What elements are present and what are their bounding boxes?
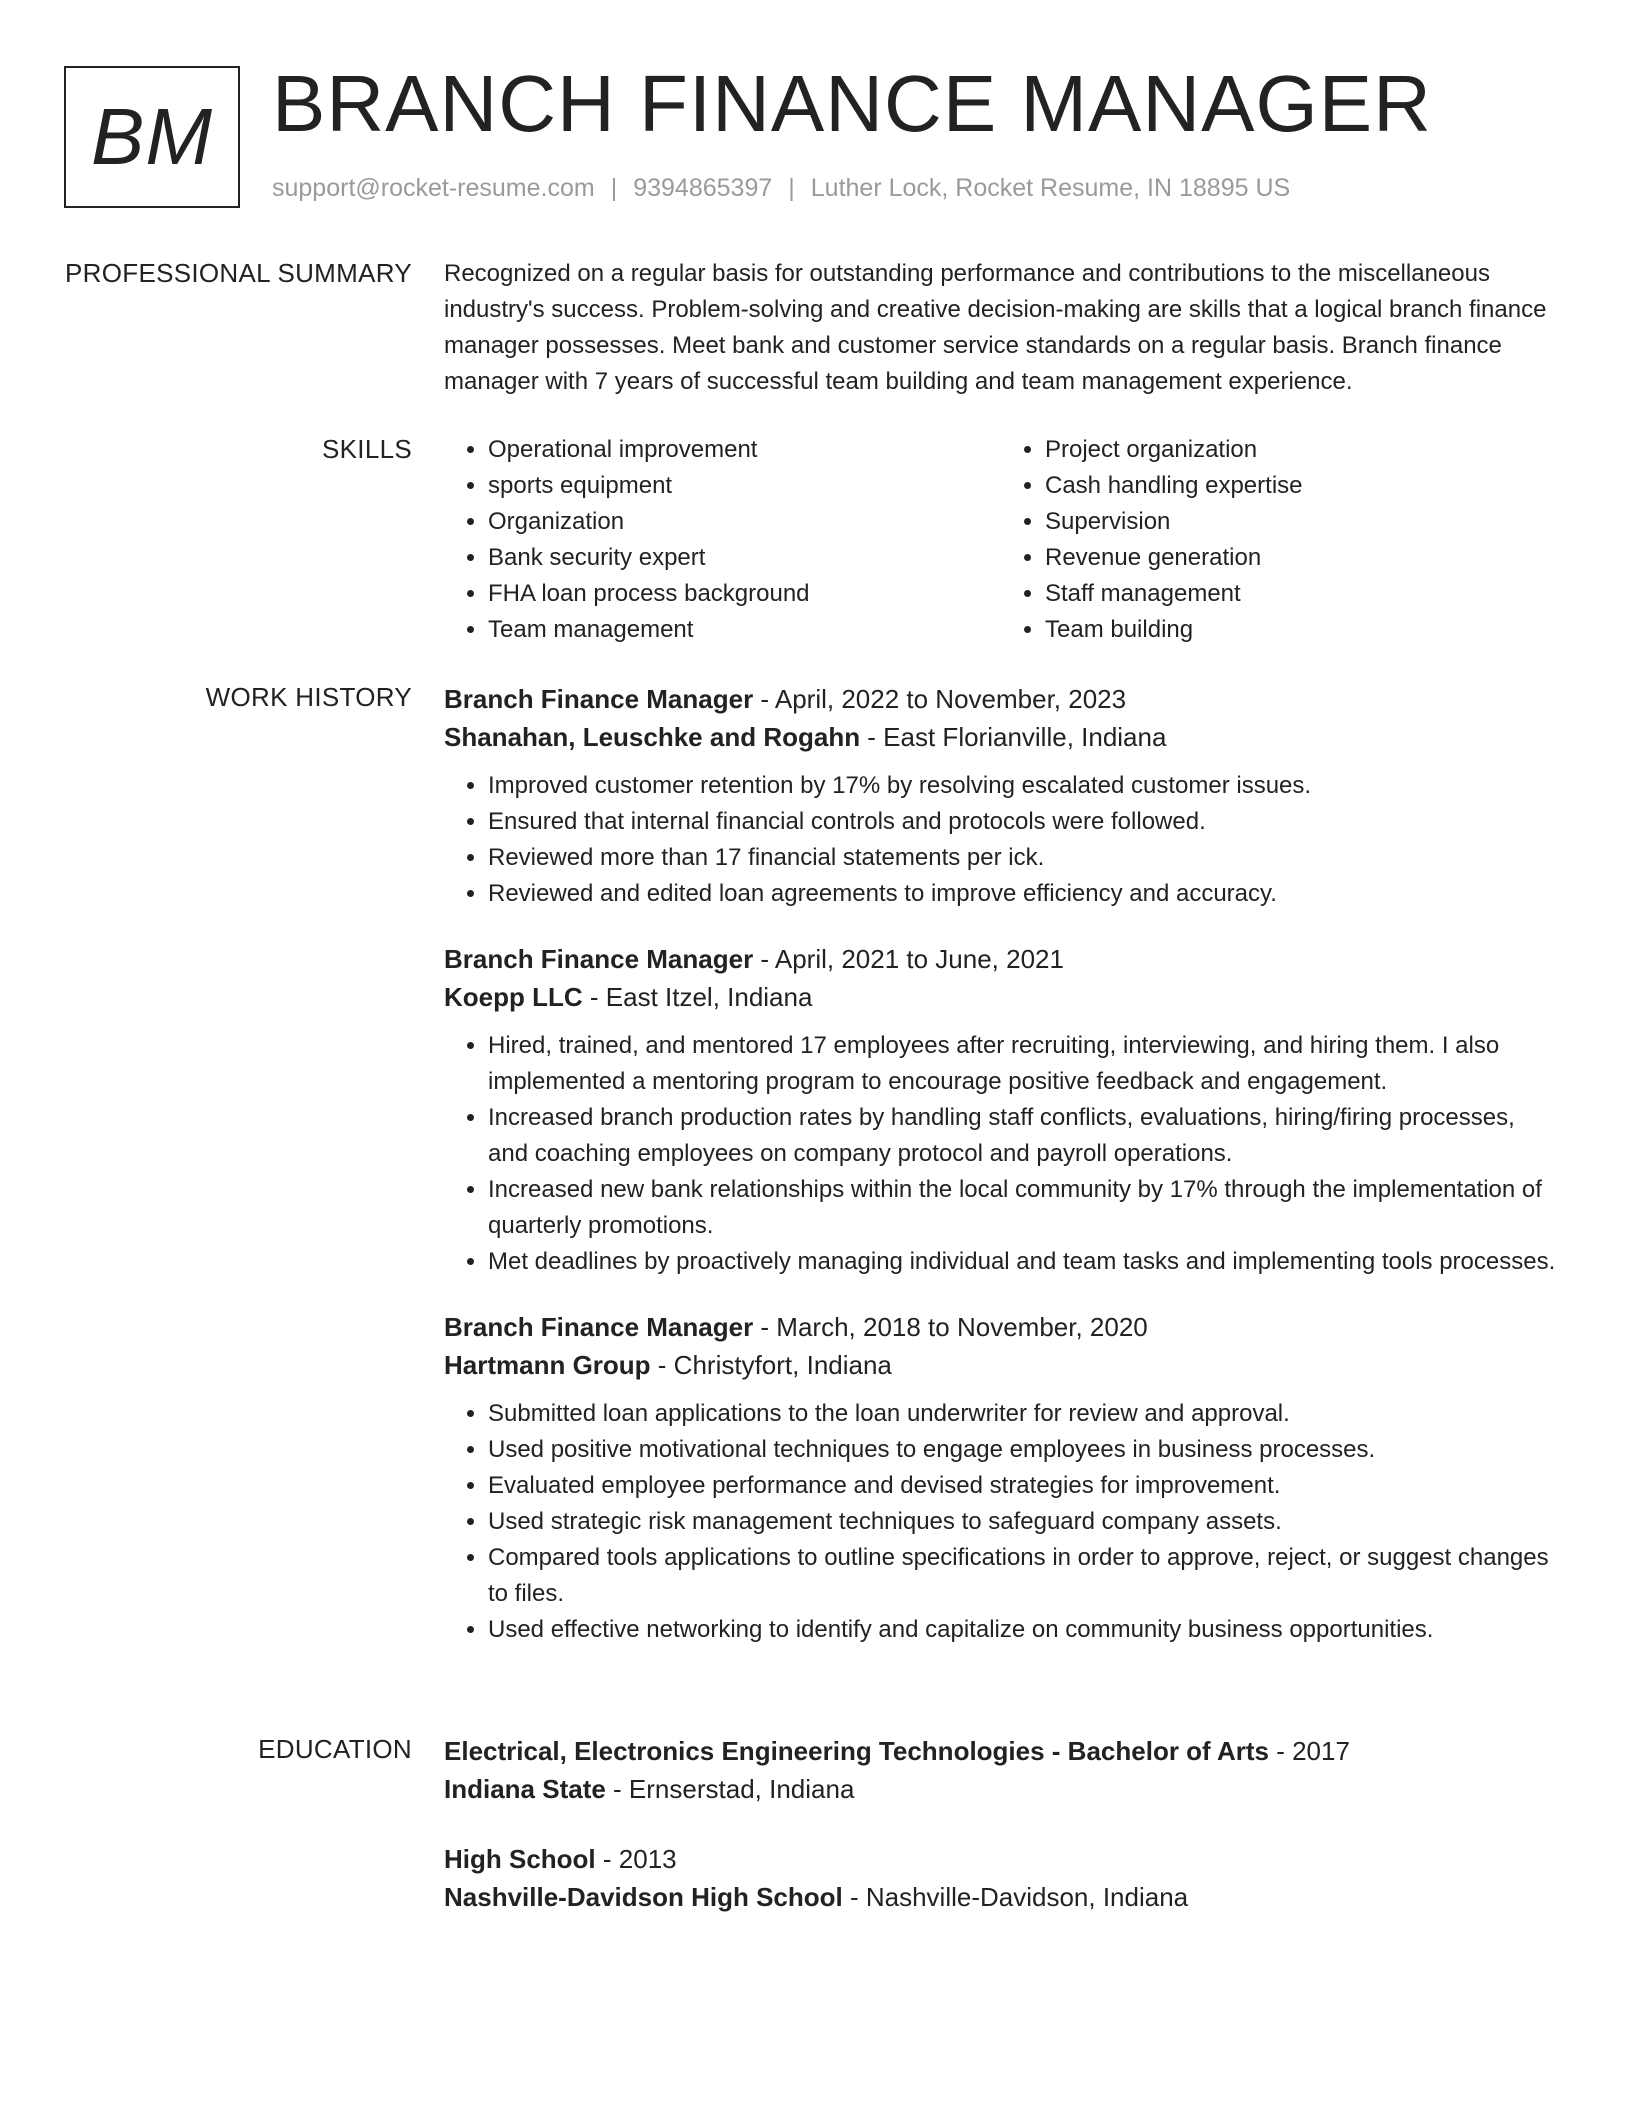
company-line [444,978,1558,1016]
education-body [444,1732,1558,1944]
skill-item: • sports equipment [488,468,1001,504]
contact-line [272,174,1290,203]
skill-item: • Bank security expert [488,540,1001,576]
job-bullet: • Evaluated employee performance and devised strategies for improvement. [488,1468,1558,1504]
skill-item: • FHA loan process background [488,576,1001,612]
skill-item: • Operational improvement [488,432,1001,468]
skill-item: • Staff management [1045,576,1558,612]
skill-item: • Organization [488,504,1001,540]
skills-list-left [444,432,1001,648]
email-text: support@rocket-resume.com [272,174,595,202]
job-bullet: • Reviewed more than 17 financial statements per ick. [488,840,1558,876]
company-location: - East Itzel, Indiana [582,982,813,1012]
degree-name: Electrical, Electronics Engineering Technologies - Bachelor of Arts [444,1736,1269,1766]
separator: | [610,174,618,202]
school-location: - Ernserstad, Indiana [605,1774,855,1804]
job-dates: - March, 2018 to November, 2020 [753,1312,1148,1342]
company-line [444,1346,1558,1384]
graduation-year: - 2017 [1268,1736,1350,1766]
company-line [444,718,1558,756]
school-location: - Nashville-Davidson, Indiana [842,1882,1189,1912]
company-location: - Christyfort, Indiana [650,1350,892,1380]
skills-list-right [1001,432,1558,648]
job-title-line [444,1308,1558,1346]
degree-line [444,1840,1558,1878]
degree-name: High School [444,1844,596,1874]
summary-text: Recognized on a regular basis for outstanding performance and contributions to the miscellaneous industry's success. Problem-solving and creative decision-making are skills that a logical branch finance manager possesses. Meet bank and customer service standards on a regular basis. Branch finance manager with 7 years of successful team building and team management experience. [444,260,1547,395]
job-title: Branch Finance Manager [444,684,754,714]
job-entry [444,940,1558,1280]
job-bullets [444,768,1558,912]
job-bullet: • Hired, trained, and mentored 17 employees after recruiting, interviewing, and hiring them. I also implemented a mentoring program to encourage positive feedback and engagement. [488,1028,1558,1100]
job-bullets [444,1396,1558,1648]
section-label-summary: PROFESSIONAL SUMMARY [65,258,412,288]
company-name: Hartmann Group [444,1350,651,1380]
job-bullet: • Reviewed and edited loan agreements to improve efficiency and accuracy. [488,876,1558,912]
job-bullet: • Increased new bank relationships within the local community by 17% through the implementation of quarterly promotions. [488,1172,1558,1244]
job-entry [444,680,1558,912]
work-history-body [444,680,1558,1676]
job-bullet: • Submitted loan applications to the loan underwriter for review and approval. [488,1396,1558,1432]
company-location: - East Florianville, Indiana [860,722,1167,752]
job-title: Branch Finance Manager [444,944,754,974]
skill-item: • Team building [1045,612,1558,648]
job-bullet: • Used effective networking to identify and capitalize on community business opportunities. [488,1612,1558,1648]
skills-columns [444,432,1558,648]
phone-text: 9394865397 [633,174,773,202]
skill-item: • Project organization [1045,432,1558,468]
job-bullet: • Ensured that internal financial controls and protocols were followed. [488,804,1558,840]
address-text: Luther Lock, Rocket Resume, IN 18895 US [810,174,1291,202]
section-label-education: EDUCATION [258,1734,412,1764]
school-name: Nashville-Davidson High School [444,1882,843,1912]
job-bullet: • Met deadlines by proactively managing individual and team tasks and implementing tools processes. [488,1244,1558,1280]
skill-item: • Cash handling expertise [1045,468,1558,504]
job-title-line [444,680,1558,718]
section-label-skills: SKILLS [322,434,412,464]
education-entry [444,1732,1558,1808]
job-bullet: • Used strategic risk management techniques to safeguard company assets. [488,1504,1558,1540]
monogram: BM [64,66,240,208]
separator: | [788,174,795,202]
job-bullets [444,1028,1558,1280]
job-title: Branch Finance Manager [444,1312,754,1342]
job-bullet: • Improved customer retention by 17% by resolving escalated customer issues. [488,768,1558,804]
graduation-year: - 2013 [595,1844,677,1874]
job-bullet: • Increased branch production rates by handling staff conflicts, evaluations, hiring/firing processes, and coaching employees on company protocol and payroll operations. [488,1100,1558,1172]
job-dates: - April, 2022 to November, 2023 [753,684,1127,714]
job-bullet: • Compared tools applications to outline specifications in order to approve, reject, or suggest changes to files. [488,1540,1558,1612]
school-line [444,1770,1558,1808]
degree-line [444,1732,1558,1770]
company-name: Shanahan, Leuschke and Rogahn [444,722,861,752]
skill-item: • Supervision [1045,504,1558,540]
company-name: Koepp LLC [444,982,583,1012]
job-entry [444,1308,1558,1648]
school-line [444,1878,1558,1916]
skill-item: • Revenue generation [1045,540,1558,576]
section-label-work: WORK HISTORY [205,682,412,712]
job-dates: - April, 2021 to June, 2021 [753,944,1064,974]
school-name: Indiana State [444,1774,606,1804]
job-title-line [444,940,1558,978]
job-bullet: • Used positive motivational techniques to engage employees in business processes. [488,1432,1558,1468]
page-title: BRANCH FINANCE MANAGER [272,59,1432,148]
education-entry [444,1840,1558,1916]
skill-item: • Team management [488,612,1001,648]
